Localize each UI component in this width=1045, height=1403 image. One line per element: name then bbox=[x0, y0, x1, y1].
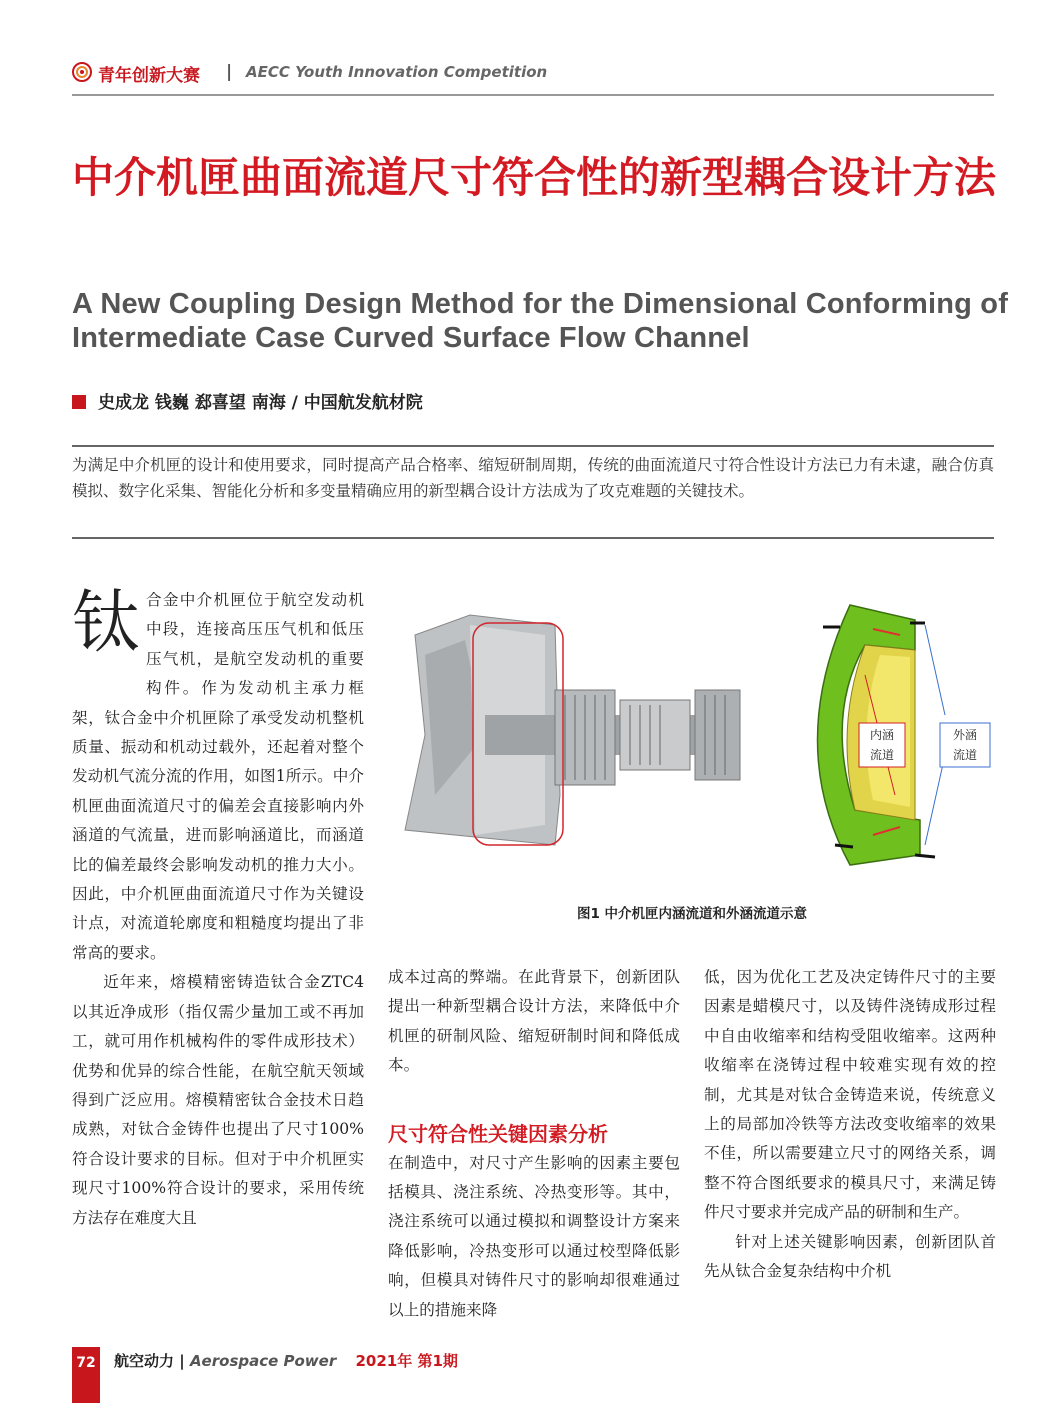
header-brand-cn: 青年创新大赛 bbox=[98, 66, 200, 86]
article-title-en: A New Coupling Design Method for the Dimensional Conforming of Intermediate Case Curved Surface Flow Channel bbox=[72, 288, 1009, 354]
author-marker-icon bbox=[72, 395, 86, 409]
header-separator: | bbox=[226, 62, 233, 82]
footer-journal: 航空动力 | Aerospace Power 2021年 第1期 bbox=[114, 1352, 458, 1370]
authors-text: 史成龙 钱巍 郄喜望 南海 / 中国航发航材院 bbox=[98, 393, 423, 413]
inner-duct-label-line1: 内涵 bbox=[869, 728, 895, 742]
figure-1 bbox=[395, 595, 1000, 895]
abstract: 为满足中介机匣的设计和使用要求，同时提高产品合格率、缩短研制周期，传统的曲面流道尺寸符合性设计方法已力有未逮，融合仿真模拟、数字化采集、智能化分析和多变量精确应用的新型耦合设计方法成为了攻克难题的关键技术。 bbox=[72, 456, 994, 500]
paragraph-3: 成本过高的弊端。在此背景下，创新团队提出一种新型耦合设计方法，来降低中介机匣的研制风险、缩短研制时间和降低成本。 bbox=[388, 968, 680, 1075]
header-brand-en: AECC Youth Innovation Competition bbox=[246, 63, 548, 81]
figure-caption: 图1 中介机匣内涵流道和外涵流道示意 bbox=[576, 906, 808, 922]
page-number: 72 bbox=[76, 1355, 96, 1371]
inner-duct-label-line2: 流道 bbox=[869, 748, 895, 762]
journal-name-en: Aerospace Power bbox=[189, 1352, 337, 1370]
paragraph-5: 低，因为优化工艺及决定铸件尺寸的主要因素是蜡模尺寸，以及铸件浇铸成形过程中自由收缩率和结构受阻收缩率。这两种收缩率在浇铸过程中较难实现有效的控制，尤其是对钛合金铸造来说，传统意义上的局部加冷铁等方法改变收缩率的效果不佳，所以需要建立尺寸的网络关系，调整不符合图纸要求的模具尺寸，来满足铸件尺寸要求并完成产品的研制和生产。 bbox=[704, 968, 996, 1222]
paragraph-2: 近年来，熔模精密铸造钛合金ZTC4以其近净成形（指仅需少量加工或不再加工，就可用作机械构件的零件成形技术）优势和优异的综合性能，在航空航天领域得到广泛应用。熔模精密钛合金技术日趋成熟，对钛合金铸件也提出了尺寸100%符合设计要求的目标。但对于中介机匣实现尺寸100%符合设计的要求，采用传统方法存在难度大且 bbox=[72, 973, 364, 1227]
body-column-2 bbox=[388, 963, 680, 1325]
outer-duct-label-line2: 流道 bbox=[952, 748, 978, 762]
competition-logo-icon bbox=[72, 62, 92, 82]
drop-cap: 钛 bbox=[72, 584, 141, 663]
journal-issue: 2021年 第1期 bbox=[355, 1352, 458, 1370]
engine-cross-section-image bbox=[405, 615, 740, 845]
header-rule bbox=[72, 94, 994, 96]
abstract-top-rule bbox=[72, 445, 994, 447]
paragraph-4: 在制造中，对尺寸产生影响的因素主要包括模具、浇注系统、冷热变形等。其中，浇注系统可以通过模拟和调整设计方案来降低影响，冷热变形可以通过校型降低影响，但模具对铸件尺寸的影响却很难通过以上的措施来降 bbox=[388, 1153, 680, 1319]
body-column-1 bbox=[72, 586, 364, 1233]
author-line bbox=[72, 388, 423, 413]
outer-duct-label-line1: 外涵 bbox=[952, 728, 978, 742]
intermediate-case-image bbox=[818, 605, 991, 865]
section-heading: 尺寸符合性关键因素分析 bbox=[388, 1121, 608, 1146]
article-title-cn: 中介机匣曲面流道尺寸符合性的新型耦合设计方法 bbox=[72, 153, 997, 202]
running-header bbox=[72, 58, 994, 90]
journal-name-cn: 航空动力 bbox=[114, 1352, 175, 1370]
abstract-bottom-rule bbox=[72, 537, 994, 539]
body-column-3 bbox=[704, 963, 996, 1286]
paragraph-6: 针对上述关键影响因素，创新团队首先从钛合金复杂结构中介机 bbox=[704, 1232, 996, 1281]
paragraph-1: 合金中介机匣位于航空发动机中段，连接高压压气机和低压压气机，是航空发动机的重要构件。作为发动机主承力框架，钛合金中介机匣除了承受发动机整机质量、振动和机动过载外，还起着对整个发动机气流分流的作用，如图1所示。中介机匣曲面流道尺寸的偏差会直接影响内外涵道的气流量，进而影响涵道比，而涵道比的偏差最终会影响发动机的推力大小。因此，中介机匣曲面流道尺寸作为关键设计点，对流道轮廓度和粗糙度均提出了非常高的要求。 bbox=[72, 591, 364, 962]
